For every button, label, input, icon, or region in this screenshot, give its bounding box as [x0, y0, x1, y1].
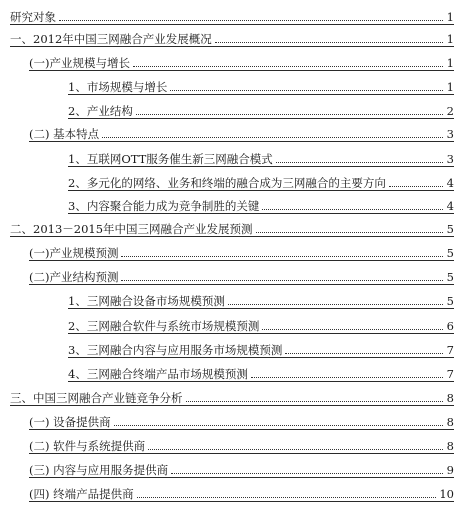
toc-entry[interactable]: [29, 457, 454, 477]
entry-rule: [10, 405, 454, 406]
toc-entry-page: 9: [446, 463, 454, 477]
toc-entry-title: 研究对象: [10, 10, 56, 24]
toc-entry-title: 1、市场规模与增长: [68, 80, 168, 94]
dot-leader: [171, 473, 443, 474]
toc-entry-page: 1: [446, 32, 454, 46]
dot-leader: [121, 256, 443, 257]
toc-entry[interactable]: [68, 146, 454, 166]
dot-leader: [262, 329, 443, 330]
toc-entry-title: 2、三网融合软件与系统市场规模预测: [68, 319, 260, 333]
entry-rule: [68, 357, 454, 358]
entry-rule: [10, 24, 454, 25]
entry-rule: [29, 70, 454, 71]
dot-leader: [251, 377, 443, 378]
dot-leader: [137, 497, 437, 498]
entry-rule: [68, 213, 454, 214]
toc-entry[interactable]: [29, 50, 454, 70]
toc-entry-page: 8: [446, 391, 454, 405]
toc-entry-title: (一) 设备提供商: [29, 415, 111, 429]
toc-entry-page: 6: [446, 319, 454, 333]
dot-leader: [170, 90, 443, 91]
entry-rule: [29, 477, 454, 478]
toc-entry[interactable]: [68, 74, 454, 94]
toc-entry-page: 1: [446, 10, 454, 24]
toc-entry[interactable]: [10, 385, 454, 405]
dot-leader: [133, 66, 443, 67]
toc-entry[interactable]: [29, 240, 454, 260]
toc-entry[interactable]: [68, 170, 454, 190]
toc-entry-title: 二、2013－2015年中国三网融合产业发展预测: [10, 222, 253, 236]
entry-rule: [29, 141, 454, 142]
dot-leader: [276, 162, 443, 163]
toc-entry[interactable]: [29, 433, 454, 453]
toc-entry-page: 3: [446, 152, 454, 166]
dot-leader: [389, 186, 443, 187]
dot-leader: [262, 209, 443, 210]
toc-entry-title: 4、三网融合终端产品市场规模预测: [68, 367, 248, 381]
toc-entry[interactable]: [68, 313, 454, 333]
entry-rule: [68, 190, 454, 191]
entry-rule: [68, 381, 454, 382]
toc-entry-title: (四) 终端产品提供商: [29, 487, 134, 501]
entry-rule: [68, 118, 454, 119]
toc-entry-page: 10: [439, 487, 454, 501]
toc-entry-page: 7: [446, 367, 454, 381]
toc-entry[interactable]: [10, 26, 454, 46]
entry-rule: [29, 501, 454, 502]
toc-entry-title: 一、2012年中国三网融合产业发展概况: [10, 32, 212, 46]
toc-entry-page: 1: [446, 80, 454, 94]
entry-rule: [10, 236, 454, 237]
toc-entry-page: 4: [446, 176, 454, 190]
toc-entry-title: (三) 内容与应用服务提供商: [29, 463, 169, 477]
dot-leader: [59, 20, 443, 21]
toc-entry[interactable]: [29, 121, 454, 141]
entry-rule: [68, 166, 454, 167]
toc-entry-page: 4: [446, 199, 454, 213]
toc-entry-title: 3、三网融合内容与应用服务市场规模预测: [68, 343, 283, 357]
entry-rule: [29, 453, 454, 454]
toc-entry-title: 1、互联网OTT服务催生新三网融合模式: [68, 152, 273, 166]
toc-entry[interactable]: [68, 361, 454, 381]
toc-entry[interactable]: [10, 4, 454, 24]
toc-entry-page: 7: [446, 343, 454, 357]
toc-entry-title: (二)产业结构预测: [29, 270, 119, 284]
toc-entry-page: 8: [446, 415, 454, 429]
toc-entry-title: (二) 基本特点: [29, 127, 100, 141]
toc-entry-page: 5: [446, 294, 454, 308]
toc-entry[interactable]: [29, 264, 454, 284]
dot-leader: [148, 449, 443, 450]
dot-leader: [121, 280, 443, 281]
toc-entry-page: 2: [446, 104, 454, 118]
dot-leader: [285, 353, 443, 354]
dot-leader: [186, 401, 444, 402]
toc-entry[interactable]: [68, 98, 454, 118]
toc-entry[interactable]: [68, 337, 454, 357]
toc-entry-title: 2、多元化的网络、业务和终端的融合成为三网融合的主要方向: [68, 176, 386, 190]
toc-entry-title: 1、三网融合设备市场规模预测: [68, 294, 225, 308]
dot-leader: [228, 304, 443, 305]
entry-rule: [29, 260, 454, 261]
entry-rule: [29, 429, 454, 430]
dot-leader: [114, 425, 443, 426]
toc-entry-page: 3: [446, 127, 454, 141]
entry-rule: [68, 94, 454, 95]
entry-rule: [68, 333, 454, 334]
toc-entry-title: 3、内容聚合能力成为竞争制胜的关键: [68, 199, 260, 213]
dot-leader: [256, 232, 443, 233]
toc-entry[interactable]: [68, 193, 454, 213]
dot-leader: [215, 42, 443, 43]
toc-entry[interactable]: [10, 216, 454, 236]
toc-entry-title: 三、中国三网融合产业链竞争分析: [10, 391, 183, 405]
toc-entry[interactable]: [68, 288, 454, 308]
dot-leader: [102, 137, 443, 138]
toc-entry-page: 5: [446, 246, 454, 260]
dot-leader: [136, 114, 443, 115]
toc-entry-page: 5: [446, 222, 454, 236]
toc-entry-title: (一)产业规模预测: [29, 246, 119, 260]
toc-entry-title: 2、产业结构: [68, 104, 133, 118]
toc-entry-page: 8: [446, 439, 454, 453]
toc-entry-title: (一)产业规模与增长: [29, 56, 130, 70]
toc-entry-title: (二) 软件与系统提供商: [29, 439, 146, 453]
entry-rule: [29, 284, 454, 285]
toc-entry[interactable]: [29, 481, 454, 501]
toc-entry-page: 5: [446, 270, 454, 284]
toc-entry[interactable]: [29, 409, 454, 429]
entry-rule: [10, 46, 454, 47]
entry-rule: [68, 308, 454, 309]
toc-entry-page: 1: [446, 56, 454, 70]
